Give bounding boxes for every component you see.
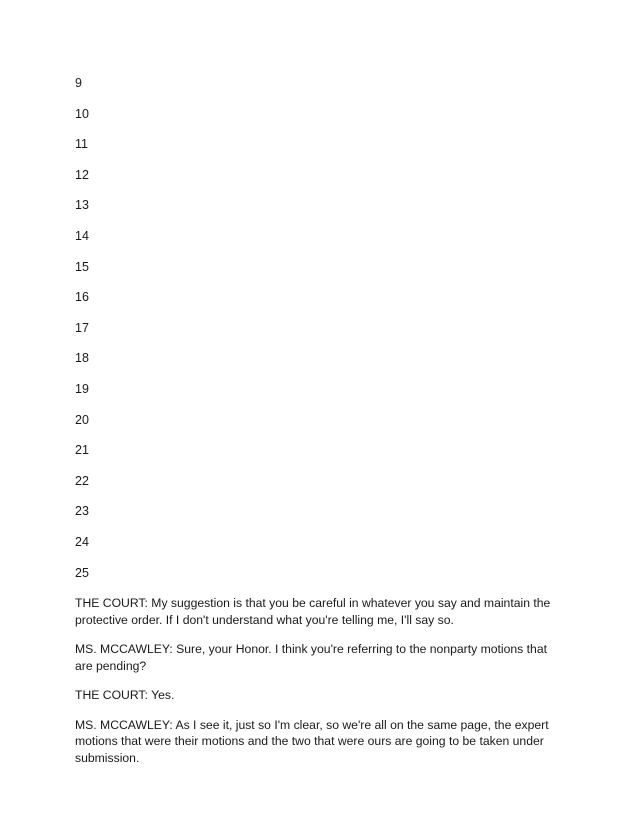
line-number: 14 — [75, 228, 89, 243]
line-number: 19 — [75, 381, 89, 396]
transcript-paragraph: MS. MCCAWLEY: As I see it, just so I'm clear, so we're all on the same page, the expert motions that were their motions and the two that were ours are going to be taken under submission. — [75, 717, 549, 765]
line-number: 13 — [75, 198, 89, 213]
line-number: 11 — [75, 137, 88, 152]
line-number: 21 — [75, 443, 89, 458]
line-number: 10 — [75, 106, 89, 121]
line-number: 24 — [75, 534, 89, 549]
transcript-paragraph: MS. MCCAWLEY: Sure, your Honor. I think you're referring to the nonparty motions that are pending? — [75, 642, 547, 673]
line-number: 9 — [75, 76, 82, 90]
line-number: 23 — [75, 504, 89, 519]
line-number: 12 — [75, 167, 89, 182]
transcript-body — [75, 595, 565, 779]
transcript-paragraph: THE COURT: Yes. — [75, 688, 175, 702]
line-number: 18 — [75, 351, 89, 366]
transcript-paragraph: THE COURT: My suggestion is that you be careful in whatever you say and maintain the protective order. If I don't understand what you're telling me, I'll say so. — [75, 596, 551, 627]
line-number: 16 — [75, 290, 89, 305]
line-number: 17 — [75, 320, 89, 335]
line-number: 22 — [75, 473, 89, 488]
line-number-column — [75, 76, 89, 596]
line-number: 25 — [75, 565, 89, 580]
line-number: 20 — [75, 412, 89, 427]
line-number: 15 — [75, 259, 89, 274]
